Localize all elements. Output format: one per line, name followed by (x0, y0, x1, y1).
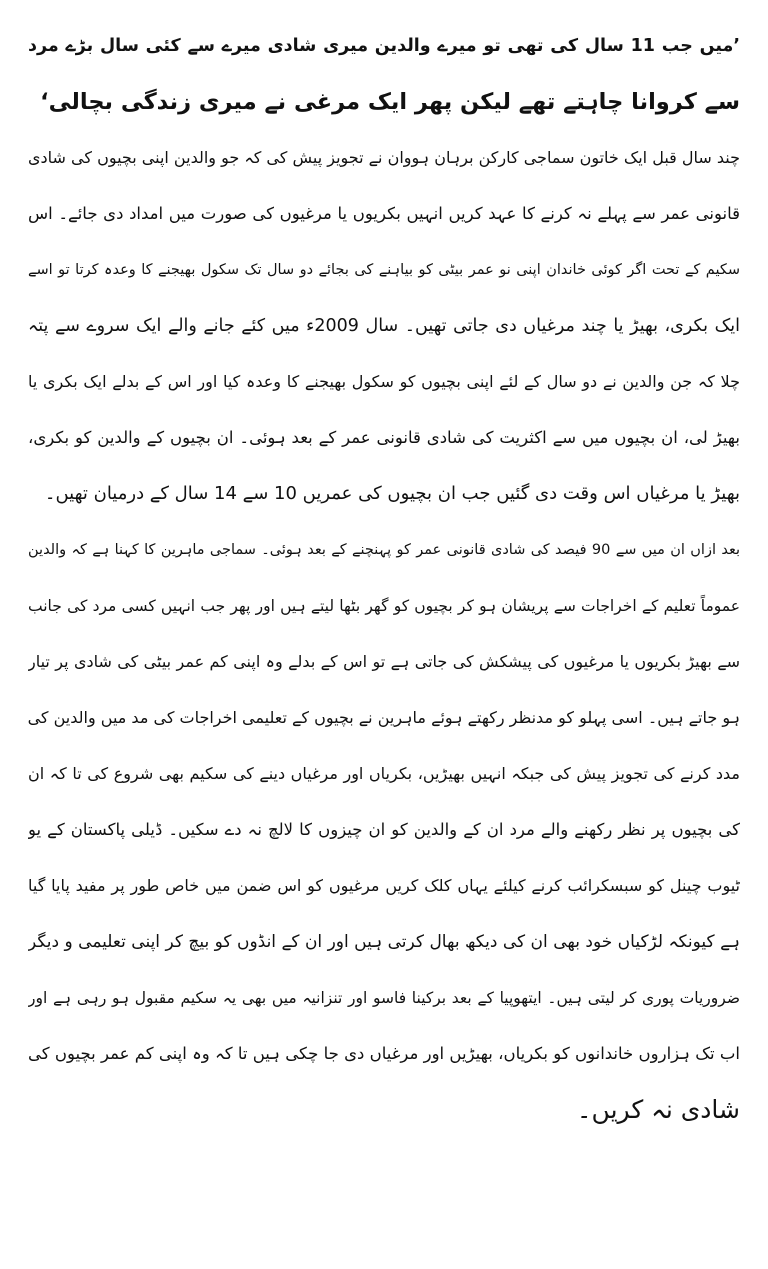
body-line: سے بھیڑ بکریوں یا مرغیوں کی پیشکش کی جاتی ہے تو اس کے بدلے وہ اپنی کم عمر بیٹی کی شادی پر تیار (28, 652, 740, 671)
headline-line: سے کروانا چاہتے تھے لیکن پھر ایک مرغی نے میری زندگی بچالی‘ (40, 89, 740, 115)
body-line: چلا کہ جن والدین نے دو سال کے لئے اپنی بچیوں کو سکول بھیجنے کا وعدہ کیا اور اس کے بدلے ایک بکری یا (28, 372, 740, 391)
body-line: سکیم کے تحت اگر کوئی خاندان اپنی نو عمر بیٹی کو بیاہنے کی بجائے دو سال تک سکول بھیجنے کا وعدہ کرتا تو اسے (28, 262, 740, 278)
body-line: کی بچیوں پر نظر رکھنے والے مرد ان کے والدین کو ان چیزوں کا لالچ نہ دے سکیں۔ ڈیلی پاکستان کے یو (28, 820, 740, 839)
body-line: عموماً تعلیم کے اخراجات سے پریشان ہو کر بچیوں کو گھر بٹھا لیتے ہیں اور پھر جب انہیں کسی مرد کی جانب (28, 597, 740, 615)
body-line: ہے کیونکہ لڑکیاں خود بھی ان کی دیکھ بھال کرتی ہیں اور ان کے انڈوں کو بیچ کر اپنی تعلیمی و دیگر (28, 932, 740, 952)
body-line: ہو جاتے ہیں۔ اسی پہلو کو مدنظر رکھتے ہوئے ماہرین نے بچیوں کے تعلیمی اخراجات کی مد میں والدین کی (28, 708, 740, 727)
body-line: ٹیوب چینل کو سبسکرائب کرنے کیلئے یہاں کلک کریں مرغیوں کو اس ضمن میں خاص طور پر مفید پایا گیا (28, 876, 740, 895)
body-line: قانونی عمر سے پہلے نہ کرنے کا عہد کریں انہیں بکریوں یا مرغیوں کی صورت میں امداد دی جائے۔ اس (28, 204, 740, 223)
body-line: مدد کرنے کی تجویز پیش کی جبکہ انہیں بھیڑیں، بکریاں اور مرغیاں دینے کی سکیم بھی شروع کی تا کہ ان (28, 764, 740, 783)
body-line: چند سال قبل ایک خاتون سماجی کارکن برہان ہووان نے تجویز پیش کی کہ جو والدین اپنی بچیوں کی شادی (28, 148, 740, 167)
body-line: ضروریات پوری کر لیتی ہیں۔ ایتھوپیا کے بعد برکینا فاسو اور تنزانیہ میں بھی یہ سکیم مقبول ہو رہی ہے اور (28, 989, 740, 1007)
body-line: شادی نہ کریں۔ (576, 1095, 740, 1124)
body-line: ایک بکری، بھیڑ یا چند مرغیاں دی جاتی تھیں۔ سال 2009ء میں کئے جانے والے ایک سروے سے پتہ (28, 316, 740, 336)
body-line: بھیڑ لی، ان بچیوں میں سے اکثریت کی شادی قانونی عمر کے بعد ہوئی۔ ان بچیوں کے والدین کو بکری، (28, 428, 740, 447)
article-body (28, 130, 740, 1138)
headline-line: ’میں جب 11 سال کی تھی تو میرے والدین میری شادی میرے سے کئی سال بڑے مرد (28, 36, 740, 56)
body-line: بھیڑ یا مرغیاں اس وقت دی گئیں جب ان بچیوں کی عمریں 10 سے 14 سال کے درمیان تھیں۔ (44, 483, 740, 504)
body-line: اب تک ہزاروں خاندانوں کو بکریاں، بھیڑیں اور مرغیاں دی جا چکی ہیں تا کہ وہ اپنی کم عمر بچیوں کی (28, 1044, 740, 1063)
article-headline (28, 18, 740, 130)
body-line: بعد ازاں ان میں سے 90 فیصد کی شادی قانونی عمر کو پہنچنے کے بعد ہوئی۔ سماجی ماہرین کا کہنا ہے کہ والدین (28, 542, 740, 558)
